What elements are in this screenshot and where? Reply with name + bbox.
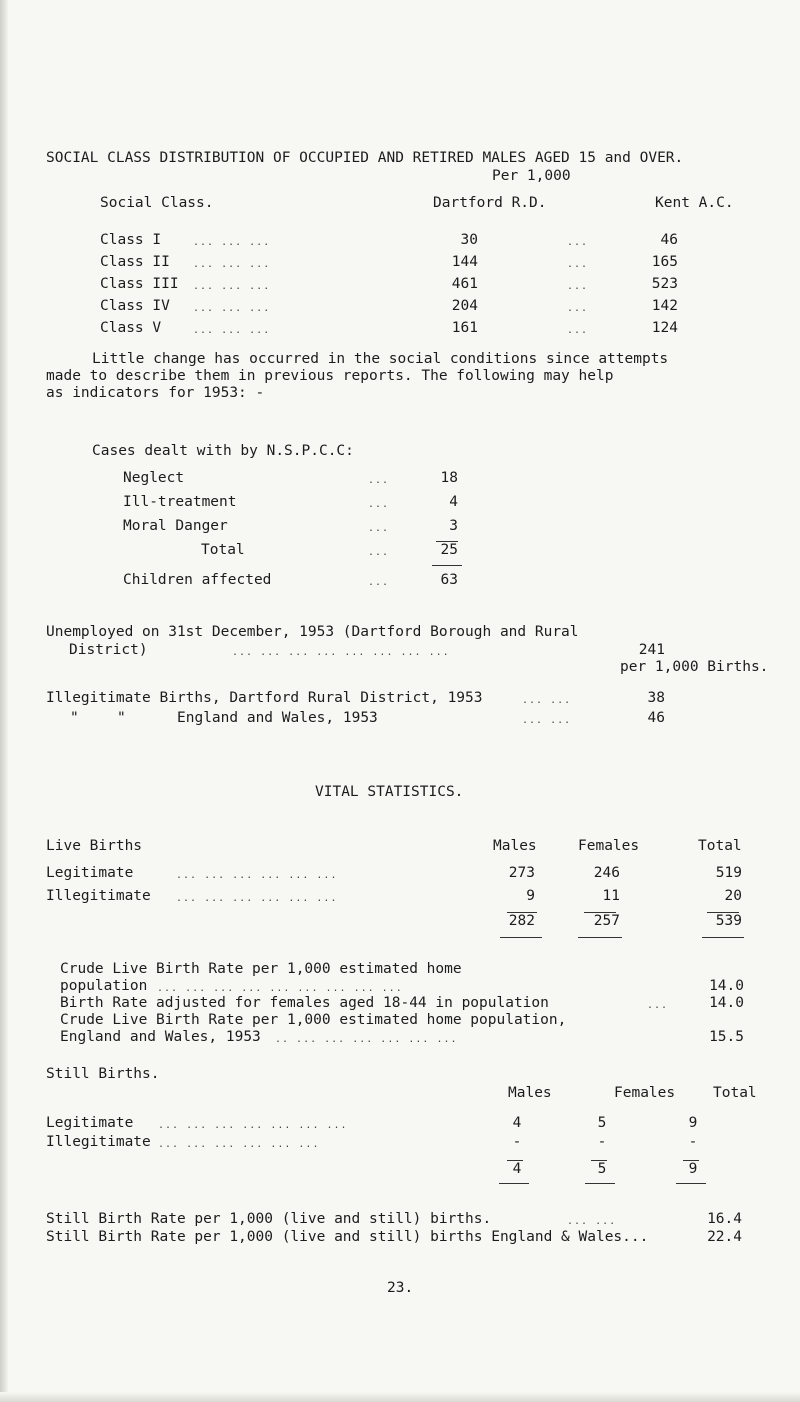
still-births-heading: Still Births. [46, 1066, 160, 1082]
col-social-class: Social Class. [100, 195, 214, 211]
leader-dots: ... ... ... [193, 281, 271, 292]
dartford-value: 204 [451, 298, 478, 314]
row-label: Illegitimate [46, 1134, 151, 1150]
row-label: Class III [100, 276, 179, 292]
leader-dots: ... [647, 1000, 669, 1011]
ew-rate-line: Crude Live Birth Rate per 1,000 estimated home population, [60, 1012, 567, 1028]
social-class-title: SOCIAL CLASS DISTRIBUTION OF OCCUPIED AND RETIRED MALES AGED 15 and OVER. [46, 150, 684, 166]
ew-rate-value: 15.5 [709, 1029, 744, 1045]
leader-dots: ... ... ... ... ... ... ... ... [232, 647, 450, 658]
leader-dots: ... ... [567, 1216, 617, 1227]
females-value: - [597, 1134, 607, 1150]
leader-dots: ... ... ... ... ... ... [158, 1139, 320, 1150]
leader-dots: ... [567, 237, 589, 248]
row-label: Class II [100, 254, 170, 270]
total-total: 9 [688, 1161, 698, 1177]
still-birth-rate-value: 16.4 [707, 1211, 742, 1227]
rule [578, 937, 622, 938]
kent-value: 142 [651, 298, 678, 314]
page-edge [0, 0, 8, 1402]
leader-dots: ... [368, 475, 390, 486]
still-birth-rate-ew-value: 22.4 [707, 1229, 742, 1245]
females-total: 5 [597, 1161, 607, 1177]
col-kent: Kent A.C. [655, 195, 734, 211]
leader-dots: ... ... ... ... ... ... [176, 870, 338, 881]
total-label: Total [201, 542, 245, 558]
row-label: Class I [100, 232, 162, 248]
col-total: Total [698, 838, 742, 854]
kent-value: 523 [651, 276, 678, 292]
males-value: 9 [526, 888, 535, 904]
page-number: 23. [387, 1280, 414, 1296]
males-total: 4 [512, 1161, 522, 1177]
intro-line: Little change has occurred in the social conditions since attempts [92, 351, 669, 367]
children-label: Children affected [123, 572, 272, 588]
illegitimate-ew-value: 46 [647, 710, 665, 726]
total-value: 519 [715, 865, 742, 881]
crude-rate-population: population [60, 978, 148, 994]
leader-dots: ... ... ... ... ... ... ... [158, 1120, 348, 1131]
leader-dots: .. ... ... ... ... ... ... [275, 1034, 458, 1045]
leader-dots: ... [368, 499, 390, 510]
ew-rate-label: England and Wales, 1953 [60, 1029, 261, 1045]
nspcc-value: 4 [449, 494, 458, 510]
dartford-value: 161 [451, 320, 478, 336]
leader-dots: ... ... [522, 695, 572, 706]
nspcc-heading: Cases dealt with by N.S.P.C.C: [92, 443, 354, 459]
females-value: 11 [602, 888, 620, 904]
page-bottom-edge [0, 1392, 800, 1402]
leader-dots: ... ... [522, 715, 572, 726]
row-label: Legitimate [46, 1115, 134, 1131]
row-label: Moral Danger [123, 518, 228, 534]
rule [702, 937, 744, 938]
col-females: Females [614, 1085, 676, 1101]
illegitimate-ew-label: England and Wales, 1953 [177, 710, 378, 726]
row-label: Class V [100, 320, 162, 336]
kent-value: 124 [651, 320, 678, 336]
adjusted-rate-value: 14.0 [709, 995, 744, 1011]
females-total: 257 [593, 913, 620, 929]
row-label: Illegitimate [46, 888, 151, 904]
leader-dots: ... [368, 547, 390, 558]
col-females: Females [578, 838, 640, 854]
crude-rate-value: 14.0 [709, 978, 744, 994]
vital-title: VITAL STATISTICS. [315, 784, 464, 800]
leader-dots: ... ... ... [193, 303, 271, 314]
leader-dots: ... ... ... ... ... ... [176, 893, 338, 904]
row-label: Ill-treatment [123, 494, 237, 510]
nspcc-value: 18 [440, 470, 458, 486]
dartford-value: 144 [451, 254, 478, 270]
leader-dots: ... [567, 259, 589, 270]
males-value: 4 [512, 1115, 522, 1131]
rule [676, 1183, 706, 1184]
ditto-mark: " [117, 710, 126, 726]
per-thousand-label: Per 1,000 [492, 168, 571, 184]
nspcc-total: 25 [440, 542, 458, 558]
col-males: Males [508, 1085, 552, 1101]
males-value: - [512, 1134, 522, 1150]
illegitimate-value: 38 [647, 690, 665, 706]
crude-rate-line: Crude Live Birth Rate per 1,000 estimated home [60, 961, 462, 977]
kent-value: 46 [660, 232, 678, 248]
row-label: Legitimate [46, 865, 134, 881]
col-dartford: Dartford R.D. [433, 195, 547, 211]
ditto-mark: " [70, 710, 79, 726]
row-label: Neglect [123, 470, 185, 486]
unemployed-value: 241 [638, 642, 665, 658]
intro-line: made to describe them in previous reports. The following may help [46, 368, 614, 384]
kent-value: 165 [651, 254, 678, 270]
row-label: Class IV [100, 298, 170, 314]
rule [585, 1183, 615, 1184]
col-total: Total [713, 1085, 757, 1101]
col-males: Males [493, 838, 537, 854]
illegitimate-label: Illegitimate Births, Dartford Rural District, 1953 [46, 690, 483, 706]
leader-dots: ... ... ... [193, 325, 271, 336]
nspcc-value: 3 [449, 518, 458, 534]
total-value: - [688, 1134, 698, 1150]
leader-dots: ... [368, 523, 390, 534]
live-births-heading: Live Births [46, 838, 143, 854]
total-value: 9 [688, 1115, 698, 1131]
leader-dots: ... [567, 281, 589, 292]
leader-dots: ... [567, 325, 589, 336]
males-value: 273 [508, 865, 535, 881]
adjusted-rate-label: Birth Rate adjusted for females aged 18-44 in population [60, 995, 549, 1011]
males-total: 282 [508, 913, 535, 929]
total-value: 20 [724, 888, 742, 904]
total-total: 539 [715, 913, 742, 929]
leader-dots: ... ... ... ... ... ... ... ... ... [157, 983, 403, 994]
rule [432, 565, 462, 566]
intro-line: as indicators for 1953: - [46, 385, 265, 401]
leader-dots: ... [368, 577, 390, 588]
leader-dots: ... ... ... [193, 237, 271, 248]
leader-dots: ... ... ... [193, 259, 271, 270]
still-birth-rate-ew-label: Still Birth Rate per 1,000 (live and still) births England & Wales... [46, 1229, 649, 1245]
rule [499, 1183, 529, 1184]
unemployed-district: District) [69, 642, 148, 658]
unemployed-line: Unemployed on 31st December, 1953 (Dartford Borough and Rural [46, 624, 579, 640]
females-value: 246 [593, 865, 620, 881]
rule [500, 937, 542, 938]
unemployed-unit: per 1,000 Births. [620, 659, 769, 675]
females-value: 5 [597, 1115, 607, 1131]
dartford-value: 461 [451, 276, 478, 292]
children-value: 63 [440, 572, 458, 588]
leader-dots: ... [567, 303, 589, 314]
dartford-value: 30 [460, 232, 478, 248]
still-birth-rate-label: Still Birth Rate per 1,000 (live and still) births. [46, 1211, 492, 1227]
